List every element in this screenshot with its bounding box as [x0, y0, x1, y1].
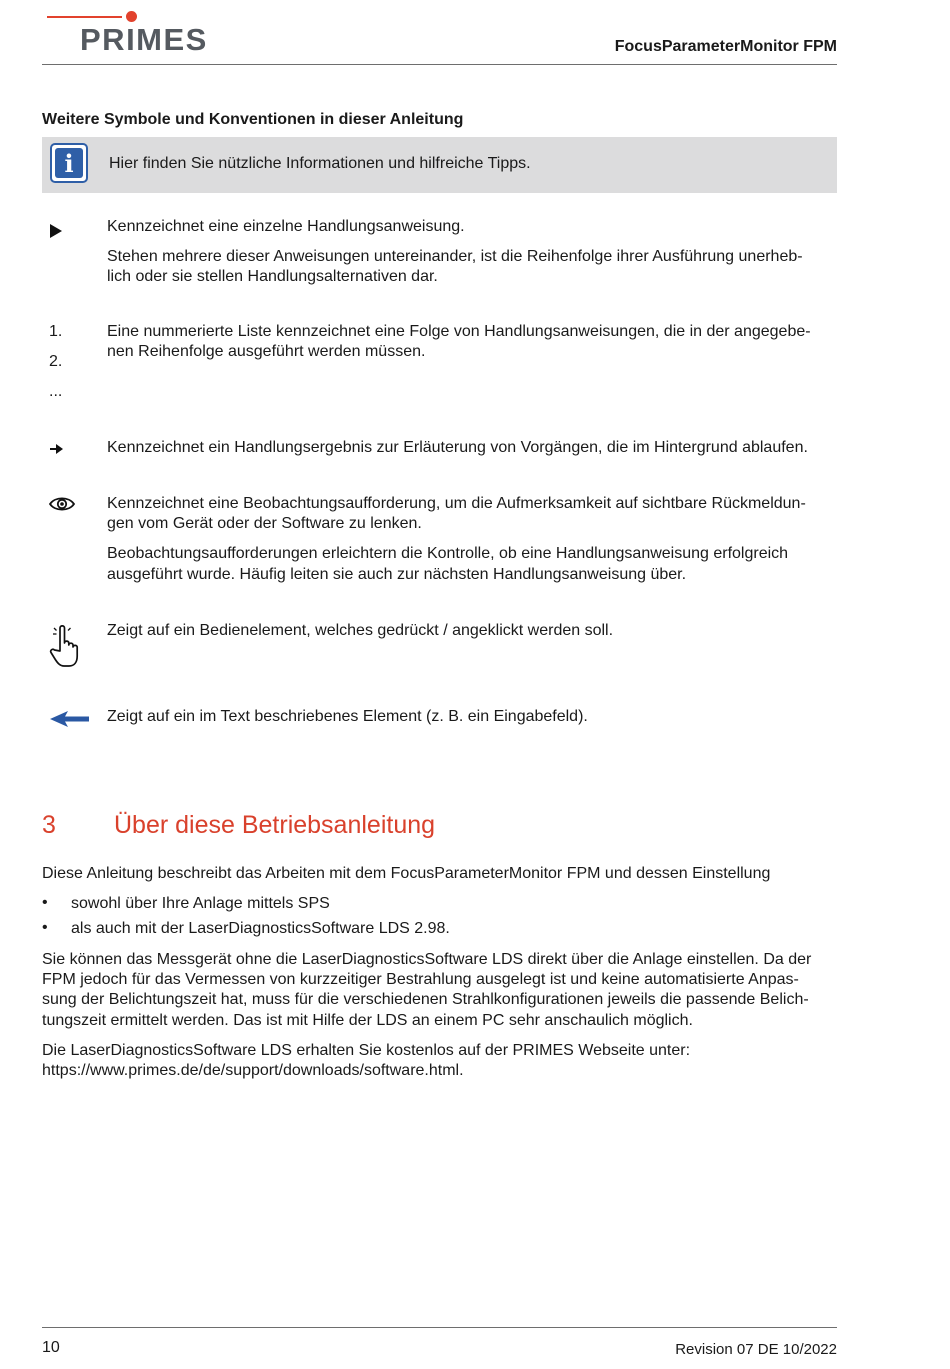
- observe-line3: Beobachtungsaufforderungen erleichtern die Kontrolle, ob eine Handlungsanweisung erfolgreich: [107, 545, 789, 562]
- product-title: FocusParameterMonitor FPM: [614, 38, 837, 55]
- blue-arrow-icon: [50, 710, 90, 733]
- numbered-line2: nen Reihenfolge ausgeführt werden müssen.: [107, 343, 426, 360]
- observe-line2: gen vom Gerät oder der Software zu lenken.: [107, 515, 422, 532]
- primes-logo: PRIMES: [80, 22, 208, 57]
- play-triangle-icon: [49, 223, 63, 244]
- para1-line3: sung der Belichtungszeit hat, muss für die verschiedenen Strahlkonfigurationen jeweils die passende Belich-: [42, 991, 809, 1008]
- single-step-line3: lich oder sie stellen Handlungsalternativen dar.: [107, 268, 438, 285]
- arrow-text: Zeigt auf ein im Text beschriebenes Element (z. B. ein Eingabefeld).: [107, 708, 588, 725]
- para2-url[interactable]: https://www.primes.de/de/support/downloads/software.html.: [42, 1062, 464, 1079]
- bullet-item-2: als auch mit der LaserDiagnosticsSoftware LDS 2.98.: [71, 920, 450, 937]
- footer-divider: [42, 1327, 837, 1328]
- logo-accent-line: [47, 16, 122, 18]
- logo-accent-dot: [126, 11, 137, 22]
- observe-line4: ausgeführt wurde. Häufig leiten sie auch zur nächsten Handlungsanweisung über.: [107, 566, 687, 583]
- numbered-marker-ellipsis: ...: [49, 383, 63, 400]
- numbered-line1: Eine nummerierte Liste kennzeichnet eine Folge von Handlungsanweisungen, die in der angegebe-: [107, 323, 811, 340]
- bullet-item-1: sowohl über Ihre Anlage mittels SPS: [71, 895, 330, 912]
- info-text: Hier finden Sie nützliche Informationen und hilfreiche Tipps.: [109, 155, 531, 172]
- chapter-title: Über diese Betriebsanleitung: [114, 811, 436, 839]
- chapter-number: 3: [42, 811, 56, 839]
- chapter-intro: Diese Anleitung beschreibt das Arbeiten mit dem FocusParameterMonitor FPM und dessen Einstellung: [42, 865, 771, 882]
- pointer-text: Zeigt auf ein Bedienelement, welches gedrückt / angeklickt werden soll.: [107, 622, 614, 639]
- observe-line1: Kennzeichnet eine Beobachtungsaufforderung, um die Aufmerksamkeit auf sichtbare Rückmeldun-: [107, 495, 806, 512]
- single-step-line2: Stehen mehrere dieser Anweisungen untereinander, ist die Reihenfolge ihrer Ausführung unerheb-: [107, 248, 803, 265]
- header-divider: [42, 64, 837, 65]
- para1-line1: Sie können das Messgerät ohne die LaserDiagnosticsSoftware LDS direkt über die Anlage einstellen. Da der: [42, 951, 812, 968]
- result-arrow-icon: [49, 442, 65, 461]
- para2-line1: Die LaserDiagnosticsSoftware LDS erhalten Sie kostenlos auf der PRIMES Webseite unter:: [42, 1042, 691, 1059]
- conventions-heading: Weitere Symbole und Konventionen in dieser Anleitung: [42, 111, 464, 128]
- single-step-line1: Kennzeichnet eine einzelne Handlungsanweisung.: [107, 218, 465, 235]
- info-icon: i: [50, 143, 88, 183]
- pointer-hand-icon: [49, 624, 83, 673]
- page-number: 10: [42, 1339, 60, 1356]
- para1-line4: tungszeit ermittelt werden. Das ist mit Hilfe der LDS an einem PC sehr anschaulich möglich.: [42, 1012, 693, 1029]
- eye-icon: [49, 495, 75, 518]
- bullet-dot: •: [42, 894, 48, 911]
- numbered-marker-1: 1.: [49, 323, 63, 340]
- para1-line2: FPM jedoch für das Vermessen von kurzzeitiger Bestrahlung ausgelegt ist und keine automatisierte Anpas-: [42, 971, 799, 988]
- result-text: Kennzeichnet ein Handlungsergebnis zur Erläuterung von Vorgängen, die im Hintergrund ablaufen.: [107, 439, 808, 456]
- revision-label: Revision 07 DE 10/2022: [675, 1341, 837, 1358]
- bullet-dot: •: [42, 919, 48, 936]
- numbered-marker-2: 2.: [49, 353, 63, 370]
